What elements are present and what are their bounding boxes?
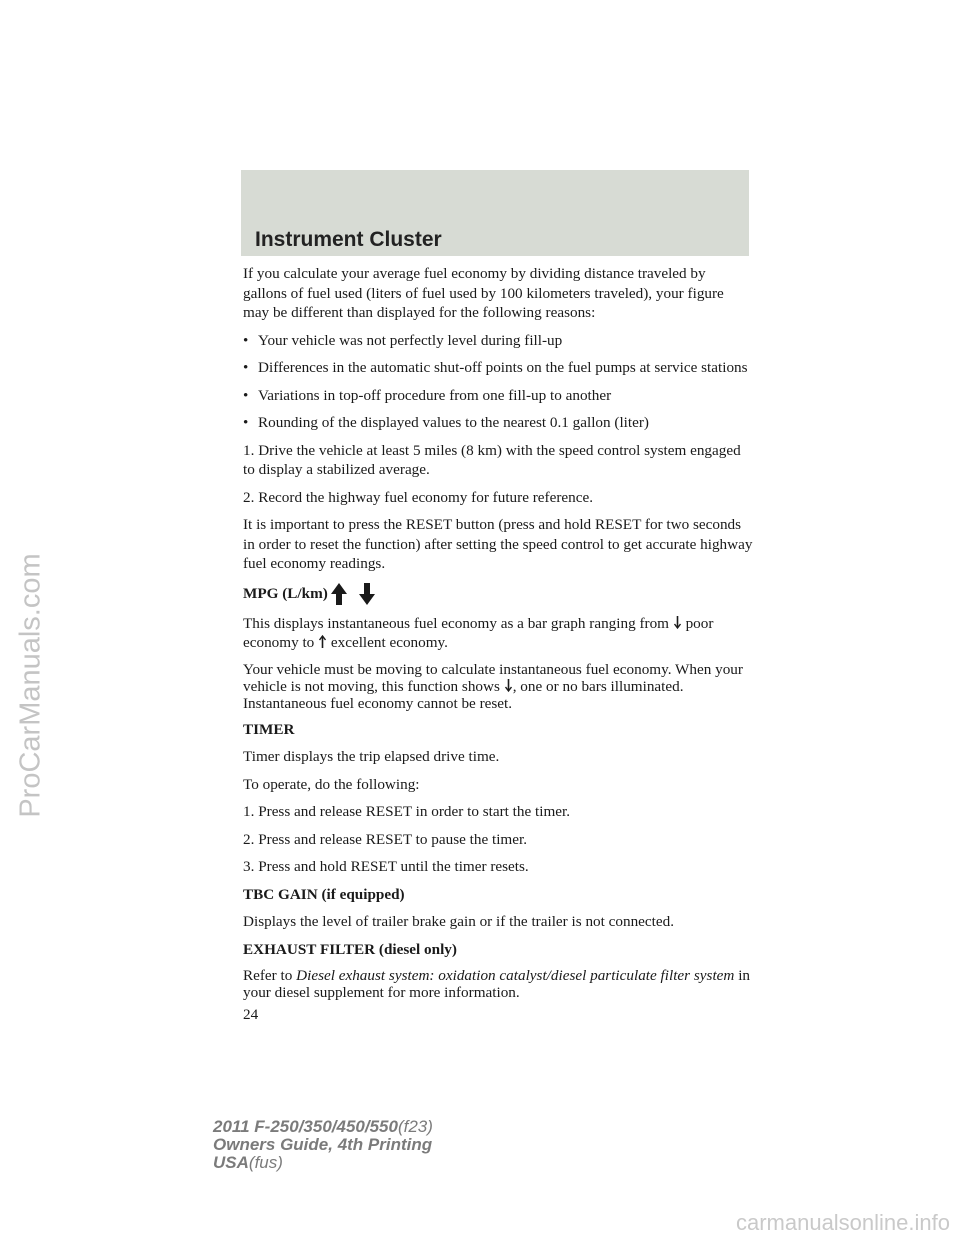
bullet-icon: • — [243, 414, 249, 431]
thin-arrow-up-icon — [318, 634, 327, 649]
timer-heading: TIMER — [243, 720, 295, 738]
bullet-icon: • — [243, 386, 249, 404]
watermark-bottom: carmanualsonline.info — [735, 1210, 950, 1235]
reference-title: Diesel exhaust system: oxidation catalyst/diesel particulate filter system — [296, 967, 735, 984]
step-drive: 1. Drive the vehicle at least 5 miles (8 km) with the speed control system engaged to display a stabilized average. — [243, 441, 741, 478]
section-title: Instrument Cluster — [255, 228, 442, 251]
page-number: 24 — [243, 1006, 259, 1023]
intro-paragraph: If you calculate your average fuel economy by dividing distance traveled by gallons of fuel used (liters of fuel used by 100 kilometers traveled), your figure may be different than displayed for the following reasons: — [243, 265, 724, 321]
timer-step: 2. Press and release RESET to pause the timer. — [243, 830, 528, 848]
reason-item: • Rounding of the displayed values to the nearest 0.1 gallon (liter) — [243, 414, 649, 431]
step-record: 2. Record the highway fuel economy for future reference. — [243, 488, 594, 506]
tbc-heading: TBC GAIN (if equipped) — [243, 885, 405, 903]
timer-description: Timer displays the trip elapsed drive time. — [243, 748, 500, 765]
timer-operate: To operate, do the following: — [243, 775, 420, 793]
timer-step: 1. Press and release RESET in order to start the timer. — [243, 803, 571, 820]
mpg-heading: MPG (L/km) — [243, 582, 753, 606]
mpg-moving-note: Your vehicle must be moving to calculate instantaneous fuel economy. When your vehicle is not moving, this function shows , one or no bars illuminated. Instantaneous fuel economy cannot be reset. — [243, 660, 743, 712]
exhaust-heading: EXHAUST FILTER (diesel only) — [243, 940, 457, 958]
bullet-icon: • — [243, 331, 249, 349]
reason-item: • Your vehicle was not perfectly level during fill-up — [243, 331, 563, 349]
watermark-left: ProCarManuals.com — [14, 552, 47, 818]
reset-note: It is important to press the RESET button (press and hold RESET for two seconds in order to reset the function) after setting the speed control to get accurate highway fuel economy readings. — [243, 516, 753, 572]
reason-item: • Variations in top-off procedure from one fill-up to another — [243, 386, 612, 404]
timer-step: 3. Press and hold RESET until the timer resets. — [243, 858, 529, 875]
print-footer: 2011 F-250/350/450/550(f23) Owners Guide, 4th Printing USA(fus) — [213, 1117, 433, 1172]
arrow-up-icon — [330, 582, 348, 606]
arrow-down-icon — [358, 582, 376, 606]
thin-arrow-down-icon — [504, 678, 513, 693]
mpg-description: This displays instantaneous fuel economy as a bar graph ranging from poor economy to excellent economy. — [243, 614, 714, 651]
thin-arrow-down-icon — [673, 615, 682, 630]
reason-item: • Differences in the automatic shut-off points on the fuel pumps at service stations — [243, 359, 748, 376]
bullet-icon: • — [243, 359, 249, 376]
exhaust-description: Refer to Diesel exhaust system: oxidation catalyst/diesel particulate filter system in your diesel supplement for more information. — [243, 967, 751, 1001]
tbc-description: Displays the level of trailer brake gain or if the trailer is not connected. — [243, 913, 674, 930]
page-content — [243, 264, 753, 1025]
